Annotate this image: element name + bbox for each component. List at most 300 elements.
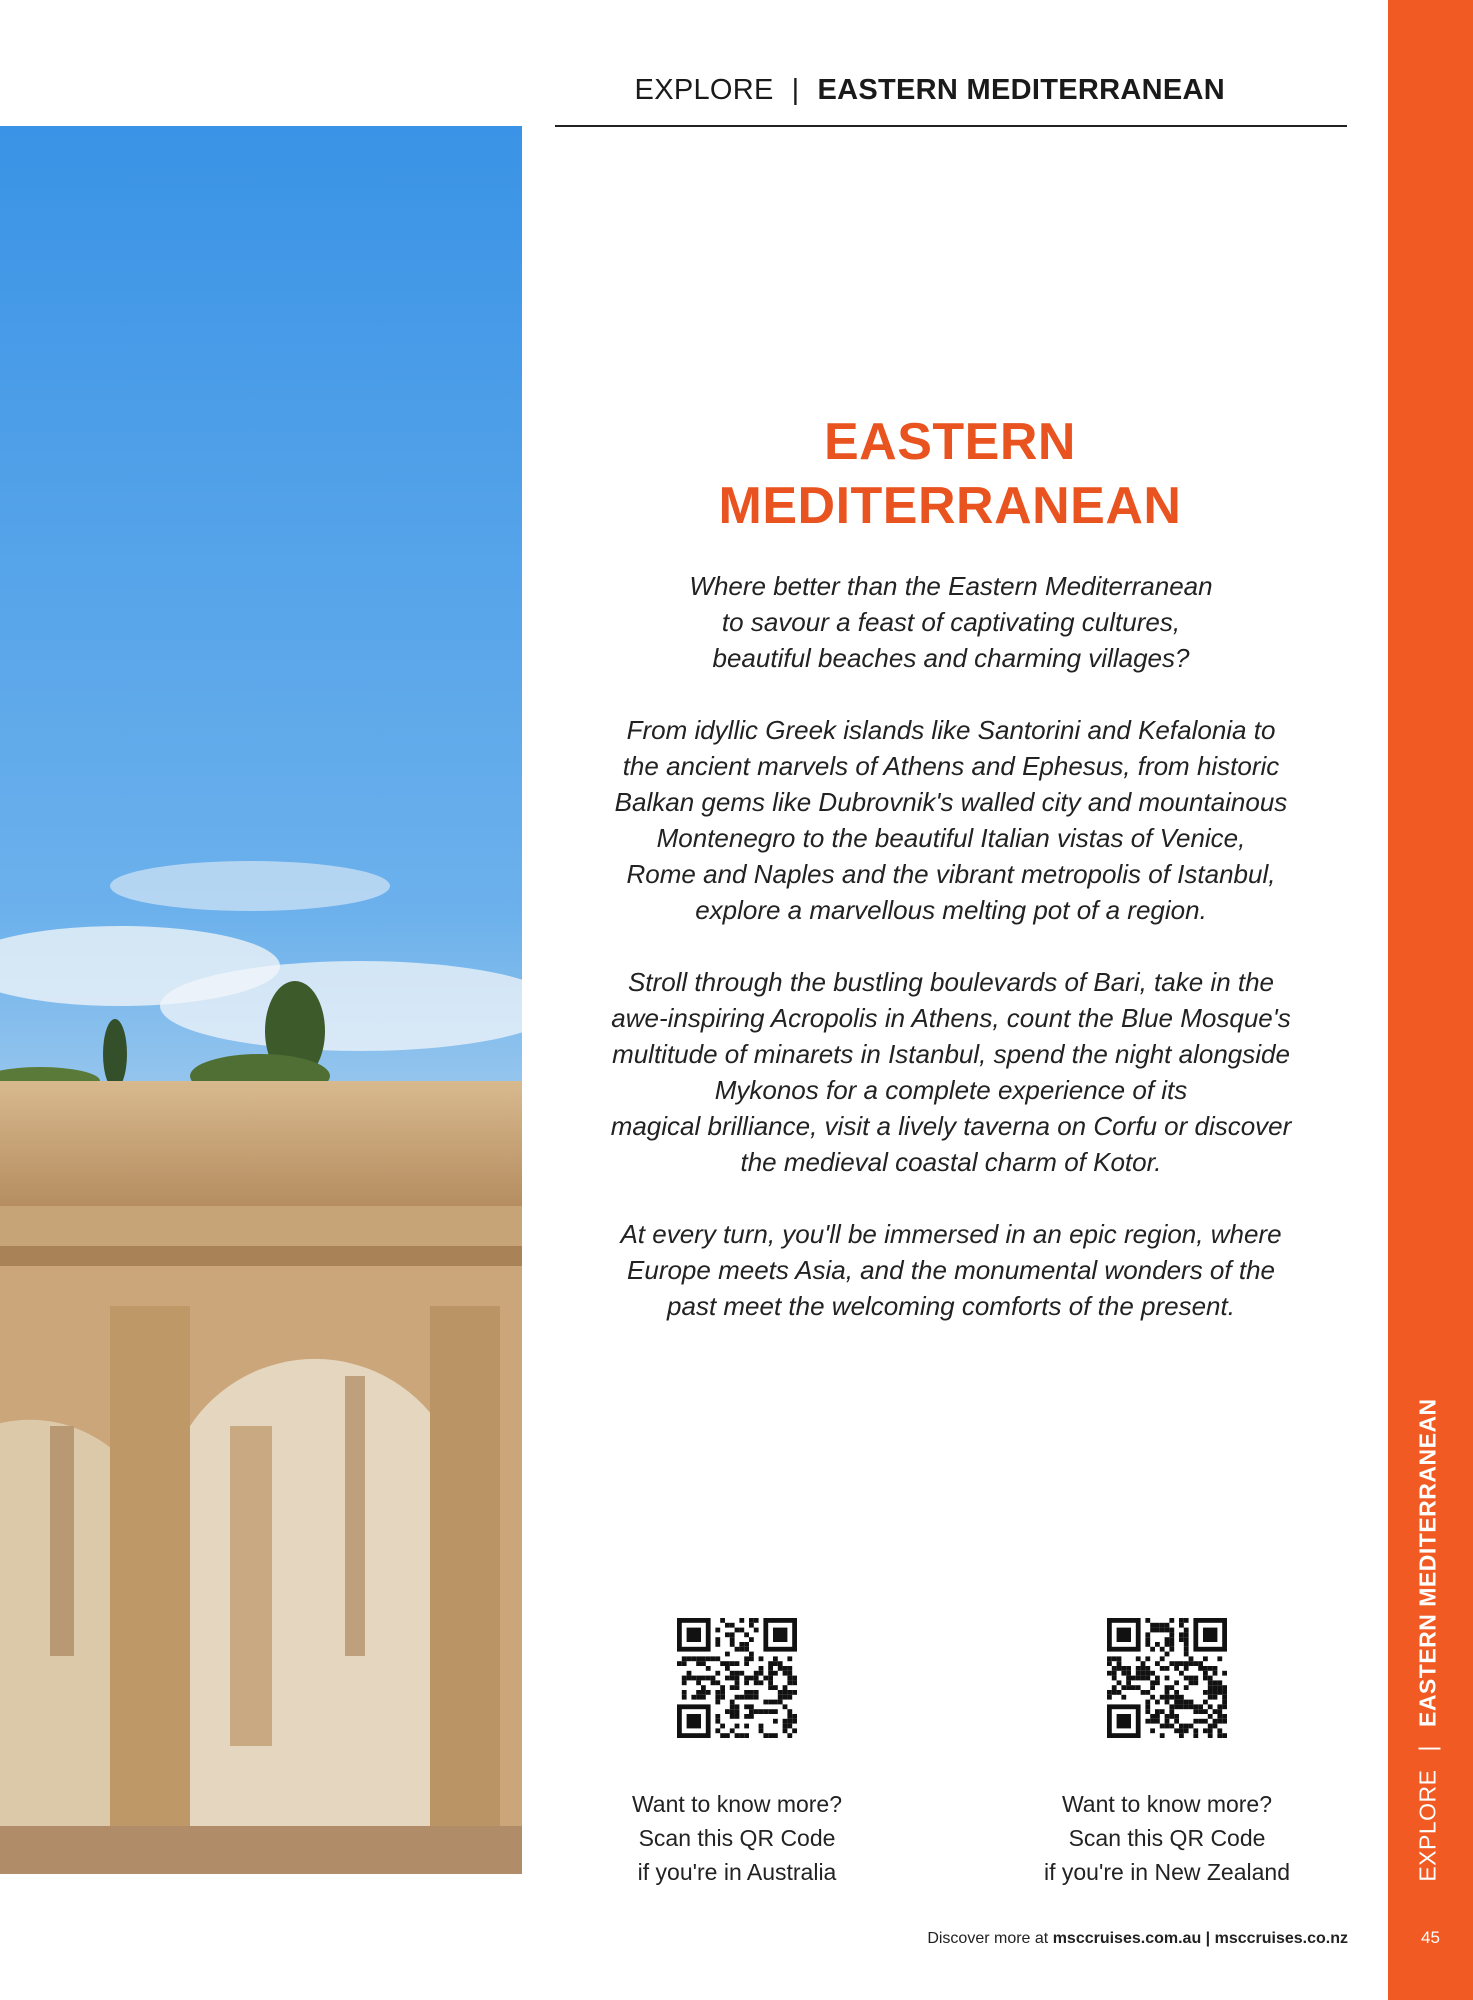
qr-module xyxy=(691,1695,696,1700)
qr-module xyxy=(787,1676,792,1681)
qr-module xyxy=(682,1690,687,1695)
qr-module xyxy=(1165,1719,1170,1724)
qr-module xyxy=(768,1676,773,1681)
qr-module xyxy=(1145,1690,1150,1695)
qr-module xyxy=(1117,1661,1122,1666)
qr-module xyxy=(696,1656,701,1661)
qr-module xyxy=(1179,1623,1184,1628)
qr-module xyxy=(768,1709,773,1714)
qr-module xyxy=(1126,1666,1131,1671)
qr-module xyxy=(744,1690,749,1695)
qr-module xyxy=(1136,1656,1141,1661)
qr-module xyxy=(691,1676,696,1681)
qr-module xyxy=(1160,1647,1165,1652)
qr-module xyxy=(715,1637,720,1642)
qr-module xyxy=(715,1671,720,1676)
qr-module xyxy=(1179,1733,1184,1738)
qr-module xyxy=(778,1700,783,1705)
qr-module xyxy=(744,1714,749,1719)
qr-module xyxy=(1174,1704,1179,1709)
footer-link-au[interactable]: msccruises.com.au xyxy=(1052,1930,1202,1947)
qr-module xyxy=(1155,1642,1160,1647)
qr-module xyxy=(749,1714,754,1719)
qr-module xyxy=(1203,1719,1208,1724)
qr-module xyxy=(783,1719,788,1724)
qr-module xyxy=(1179,1632,1184,1637)
sidebar-label xyxy=(1415,1398,1442,1881)
qr-module xyxy=(1155,1680,1160,1685)
qr-module xyxy=(735,1709,740,1714)
qr-module xyxy=(1189,1661,1194,1666)
qr-module xyxy=(773,1733,778,1738)
qr-module xyxy=(1189,1656,1194,1661)
qr-module xyxy=(735,1704,740,1709)
qr-module xyxy=(730,1676,735,1681)
qr-module xyxy=(1222,1719,1227,1724)
qr-module xyxy=(701,1656,706,1661)
qr-module xyxy=(754,1628,759,1633)
qr-caption-line-3: if you're in New Zealand xyxy=(1043,1859,1290,1885)
qr-module xyxy=(1145,1637,1150,1642)
qr-module xyxy=(715,1714,720,1719)
qr-caption-line-3: if you're in Australia xyxy=(637,1859,837,1885)
text-line: Balkan gems like Dubrovnik's walled city and mountainous xyxy=(614,787,1288,817)
qr-module xyxy=(1217,1656,1222,1661)
qr-module xyxy=(1208,1680,1213,1685)
text-line: awe-inspiring Acropolis in Athens, count the Blue Mosque's xyxy=(611,1003,1291,1033)
qr-module xyxy=(1193,1661,1198,1666)
qr-module xyxy=(744,1695,749,1700)
qr-code-new-zealand[interactable] xyxy=(1107,1618,1227,1738)
qr-module xyxy=(1193,1676,1198,1681)
qr-module xyxy=(1203,1690,1208,1695)
qr-module xyxy=(701,1690,706,1695)
qr-module xyxy=(783,1695,788,1700)
qr-module xyxy=(1198,1666,1203,1671)
qr-module xyxy=(720,1690,725,1695)
qr-module xyxy=(687,1714,701,1728)
qr-module xyxy=(773,1719,778,1724)
header-divider xyxy=(555,125,1347,127)
qr-module xyxy=(744,1647,749,1652)
qr-module xyxy=(768,1671,773,1676)
qr-module xyxy=(735,1695,740,1700)
qr-module xyxy=(773,1661,778,1666)
qr-module xyxy=(1217,1728,1222,1733)
qr-module xyxy=(1126,1680,1131,1685)
qr-module xyxy=(687,1628,701,1642)
qr-module xyxy=(1165,1666,1170,1671)
qr-module xyxy=(1189,1700,1194,1705)
qr-module xyxy=(1169,1704,1174,1709)
qr-module xyxy=(1141,1671,1146,1676)
qr-module xyxy=(744,1724,749,1729)
qr-module xyxy=(787,1671,792,1676)
footer-prefix: Discover more at xyxy=(927,1930,1053,1947)
qr-module xyxy=(739,1733,744,1738)
qr-module xyxy=(749,1690,754,1695)
qr-module xyxy=(768,1685,773,1690)
qr-module xyxy=(783,1728,788,1733)
qr-module xyxy=(1217,1690,1222,1695)
qr-module xyxy=(1150,1623,1155,1628)
qr-module xyxy=(1155,1623,1160,1628)
text-line: From idyllic Greek islands like Santorini and Kefalonia to xyxy=(626,715,1276,745)
qr-module xyxy=(730,1661,735,1666)
qr-module xyxy=(1160,1628,1165,1633)
qr-module xyxy=(1217,1719,1222,1724)
qr-module xyxy=(1184,1676,1189,1681)
qr-module xyxy=(768,1666,773,1671)
text-line: Where better than the Eastern Mediterranean xyxy=(689,571,1213,601)
qr-module xyxy=(1213,1671,1218,1676)
qr-module xyxy=(1222,1714,1227,1719)
article-body xyxy=(575,568,1327,1360)
qr-module xyxy=(1136,1676,1141,1681)
qr-module xyxy=(1169,1695,1174,1700)
qr-module xyxy=(1150,1671,1155,1676)
qr-module xyxy=(720,1618,725,1623)
text-line: the medieval coastal charm of Kotor. xyxy=(740,1147,1162,1177)
qr-module xyxy=(1184,1642,1189,1647)
qr-module xyxy=(1165,1628,1170,1633)
qr-module xyxy=(1150,1628,1155,1633)
qr-module xyxy=(1179,1704,1184,1709)
qr-module xyxy=(730,1632,735,1637)
qr-module xyxy=(715,1728,720,1733)
qr-code-australia[interactable] xyxy=(677,1618,797,1738)
qr-block-new-zealand xyxy=(1002,1618,1332,1889)
qr-module xyxy=(725,1733,730,1738)
qr-module xyxy=(792,1719,797,1724)
qr-module xyxy=(759,1666,764,1671)
qr-module xyxy=(1203,1656,1208,1661)
qr-module xyxy=(739,1695,744,1700)
qr-module xyxy=(1217,1680,1222,1685)
qr-module xyxy=(1179,1700,1184,1705)
qr-module xyxy=(1160,1623,1165,1628)
qr-module xyxy=(1203,1676,1208,1681)
qr-module xyxy=(1165,1652,1170,1657)
qr-module xyxy=(711,1676,716,1681)
qr-module xyxy=(725,1632,730,1637)
qr-module xyxy=(739,1642,744,1647)
qr-module xyxy=(1179,1671,1184,1676)
qr-module xyxy=(1217,1685,1222,1690)
qr-caption-line-1: Want to know more? xyxy=(1061,1791,1273,1817)
qr-module xyxy=(1155,1628,1160,1633)
qr-module xyxy=(1169,1685,1174,1690)
page-number: 45 xyxy=(1421,1928,1440,1947)
qr-module xyxy=(1174,1661,1179,1666)
qr-module xyxy=(773,1671,778,1676)
qr-module xyxy=(1145,1700,1150,1705)
qr-module xyxy=(1112,1690,1117,1695)
qr-module xyxy=(1213,1685,1218,1690)
qr-module xyxy=(778,1690,783,1695)
qr-module xyxy=(1189,1724,1194,1729)
qr-module xyxy=(1184,1652,1189,1657)
qr-module xyxy=(1112,1656,1117,1661)
qr-module xyxy=(792,1680,797,1685)
qr-module xyxy=(682,1695,687,1700)
qr-module xyxy=(720,1733,725,1738)
qr-module xyxy=(1184,1618,1189,1623)
qr-module xyxy=(773,1709,778,1714)
qr-module xyxy=(768,1680,773,1685)
qr-module xyxy=(1121,1671,1126,1676)
qr-module xyxy=(1179,1661,1184,1666)
qr-module xyxy=(787,1733,792,1738)
qr-module xyxy=(1155,1676,1160,1681)
qr-module xyxy=(1217,1709,1222,1714)
qr-module xyxy=(735,1671,740,1676)
qr-module xyxy=(730,1642,735,1647)
qr-module xyxy=(1208,1666,1213,1671)
qr-module xyxy=(1179,1618,1184,1623)
qr-module xyxy=(1112,1666,1117,1671)
qr-module xyxy=(749,1618,754,1623)
qr-module xyxy=(773,1685,778,1690)
text-line: Rome and Naples and the vibrant metropolis of Istanbul, xyxy=(626,859,1276,889)
qr-module xyxy=(1150,1685,1155,1690)
qr-module xyxy=(792,1714,797,1719)
qr-module xyxy=(1203,1700,1208,1705)
qr-module xyxy=(735,1676,740,1681)
qr-module xyxy=(1213,1666,1218,1671)
qr-module xyxy=(759,1709,764,1714)
qr-module xyxy=(696,1695,701,1700)
qr-module xyxy=(1169,1637,1174,1642)
qr-module xyxy=(787,1690,792,1695)
qr-module xyxy=(706,1690,711,1695)
qr-module xyxy=(744,1632,749,1637)
qr-module xyxy=(1184,1700,1189,1705)
qr-module xyxy=(1203,1709,1208,1714)
qr-module xyxy=(1222,1671,1227,1676)
qr-module xyxy=(1117,1690,1122,1695)
qr-module xyxy=(1165,1685,1170,1690)
qr-module xyxy=(1136,1685,1141,1690)
qr-module xyxy=(778,1661,783,1666)
qr-module xyxy=(1165,1695,1170,1700)
text-line: multitude of minarets in Istanbul, spend the night alongside xyxy=(612,1039,1290,1069)
qr-module xyxy=(1203,1671,1208,1676)
qr-module xyxy=(1145,1666,1150,1671)
qr-module xyxy=(1169,1642,1174,1647)
qr-module xyxy=(1169,1714,1174,1719)
qr-module xyxy=(711,1656,716,1661)
qr-module xyxy=(787,1724,792,1729)
qr-module xyxy=(730,1623,735,1628)
qr-module xyxy=(730,1685,735,1690)
qr-module xyxy=(787,1714,792,1719)
qr-module xyxy=(1155,1709,1160,1714)
qr-module xyxy=(754,1680,759,1685)
qr-module xyxy=(783,1690,788,1695)
qr-module xyxy=(1213,1690,1218,1695)
qr-module xyxy=(744,1642,749,1647)
qr-module xyxy=(1169,1709,1174,1714)
qr-module xyxy=(1150,1728,1155,1733)
qr-module xyxy=(1145,1709,1150,1714)
qr-module xyxy=(715,1628,720,1633)
qr-module xyxy=(1150,1647,1155,1652)
qr-module xyxy=(1184,1704,1189,1709)
qr-module xyxy=(1189,1676,1194,1681)
qr-module xyxy=(739,1618,744,1623)
qr-module xyxy=(735,1714,740,1719)
qr-module xyxy=(1213,1719,1218,1724)
qr-module xyxy=(715,1656,720,1661)
qr-module xyxy=(778,1695,783,1700)
qr-module xyxy=(787,1719,792,1724)
qr-module xyxy=(1145,1656,1150,1661)
qr-module xyxy=(749,1656,754,1661)
qr-module xyxy=(1222,1690,1227,1695)
qr-module xyxy=(720,1724,725,1729)
qr-module xyxy=(1160,1666,1165,1671)
qr-module xyxy=(749,1709,754,1714)
qr-module xyxy=(725,1709,730,1714)
qr-module xyxy=(754,1695,759,1700)
qr-module xyxy=(1145,1671,1150,1676)
qr-module xyxy=(1136,1671,1141,1676)
qr-module xyxy=(1145,1704,1150,1709)
qr-module xyxy=(792,1676,797,1681)
qr-module xyxy=(1126,1676,1131,1681)
qr-module xyxy=(1208,1695,1213,1700)
qr-module xyxy=(1203,1666,1208,1671)
qr-module xyxy=(754,1709,759,1714)
qr-module xyxy=(706,1676,711,1681)
footer-link-nz[interactable]: msccruises.co.nz xyxy=(1214,1930,1348,1947)
qr-module xyxy=(744,1676,749,1681)
qr-module xyxy=(1150,1719,1155,1724)
qr-module xyxy=(1169,1632,1174,1637)
qr-module xyxy=(1222,1695,1227,1700)
qr-module xyxy=(783,1666,788,1671)
paragraph-closing xyxy=(575,1216,1327,1324)
qr-module xyxy=(1165,1724,1170,1729)
qr-module xyxy=(1150,1680,1155,1685)
qr-module xyxy=(1126,1671,1131,1676)
text-line: explore a marvellous melting pot of a region. xyxy=(695,895,1207,925)
qr-module xyxy=(768,1733,773,1738)
qr-module xyxy=(725,1652,730,1657)
qr-module xyxy=(1121,1695,1126,1700)
qr-module xyxy=(1160,1733,1165,1738)
qr-module xyxy=(768,1661,773,1666)
qr-module xyxy=(763,1733,768,1738)
qr-module xyxy=(735,1647,740,1652)
qr-module xyxy=(1155,1661,1160,1666)
qr-module xyxy=(759,1680,764,1685)
qr-module xyxy=(1222,1733,1227,1738)
qr-module xyxy=(720,1685,725,1690)
qr-module xyxy=(720,1695,725,1700)
qr-module xyxy=(1136,1666,1141,1671)
qr-module xyxy=(725,1676,730,1681)
qr-module xyxy=(744,1704,749,1709)
text-line: magical brilliance, visit a lively taverna on Corfu or discover xyxy=(610,1111,1292,1141)
qr-caption-line-2: Scan this QR Code xyxy=(1068,1825,1266,1851)
qr-module xyxy=(1217,1733,1222,1738)
qr-module xyxy=(1222,1704,1227,1709)
text-line: to savour a feast of captivating cultures, xyxy=(721,607,1181,637)
text-line: the ancient marvels of Athens and Ephesus, from historic xyxy=(622,751,1280,781)
qr-module xyxy=(754,1690,759,1695)
qr-module xyxy=(730,1700,735,1705)
qr-module xyxy=(1174,1666,1179,1671)
qr-module xyxy=(730,1637,735,1642)
qr-module xyxy=(1203,1728,1208,1733)
text-line: beautiful beaches and charming villages? xyxy=(712,643,1190,673)
qr-module xyxy=(1184,1728,1189,1733)
qr-module xyxy=(1203,1628,1217,1642)
qr-module xyxy=(754,1676,759,1681)
qr-module xyxy=(792,1728,797,1733)
qr-module xyxy=(787,1709,792,1714)
text-line: Europe meets Asia, and the monumental wonders of the xyxy=(627,1255,1275,1285)
qr-module xyxy=(1121,1685,1126,1690)
qr-module xyxy=(1131,1676,1136,1681)
qr-module xyxy=(1184,1724,1189,1729)
article-title-line-1: EASTERN xyxy=(824,413,1076,471)
qr-module xyxy=(1174,1680,1179,1685)
qr-module xyxy=(1184,1661,1189,1666)
qr-module xyxy=(759,1724,764,1729)
qr-module xyxy=(1184,1666,1189,1671)
qr-module xyxy=(1160,1724,1165,1729)
qr-module xyxy=(1189,1704,1194,1709)
qr-module xyxy=(735,1628,740,1633)
qr-module xyxy=(735,1661,740,1666)
qr-module xyxy=(715,1642,720,1647)
qr-module xyxy=(1179,1637,1184,1642)
qr-module xyxy=(763,1709,768,1714)
qr-module xyxy=(1174,1695,1179,1700)
qr-module xyxy=(677,1661,682,1666)
qr-module xyxy=(1160,1709,1165,1714)
qr-module xyxy=(730,1671,735,1676)
qr-module xyxy=(1208,1724,1213,1729)
qr-module xyxy=(701,1676,706,1681)
qr-module xyxy=(1141,1676,1146,1681)
qr-module xyxy=(783,1671,788,1676)
qr-module xyxy=(720,1661,725,1666)
qr-module xyxy=(1145,1618,1150,1623)
qr-module xyxy=(735,1724,740,1729)
qr-module xyxy=(759,1728,764,1733)
qr-module xyxy=(754,1671,759,1676)
paragraph-destinations xyxy=(575,712,1327,928)
qr-module xyxy=(1112,1685,1117,1690)
qr-module xyxy=(1174,1728,1179,1733)
qr-module xyxy=(1117,1714,1131,1728)
page-header xyxy=(555,74,1345,107)
qr-caption-line-1: Want to know more? xyxy=(631,1791,843,1817)
qr-module xyxy=(1193,1719,1198,1724)
qr-module xyxy=(711,1680,716,1685)
qr-module xyxy=(1165,1642,1170,1647)
qr-module xyxy=(787,1666,792,1671)
qr-module xyxy=(1165,1700,1170,1705)
qr-module xyxy=(792,1690,797,1695)
qr-module xyxy=(1222,1700,1227,1705)
qr-module xyxy=(1198,1661,1203,1666)
qr-module xyxy=(1165,1714,1170,1719)
